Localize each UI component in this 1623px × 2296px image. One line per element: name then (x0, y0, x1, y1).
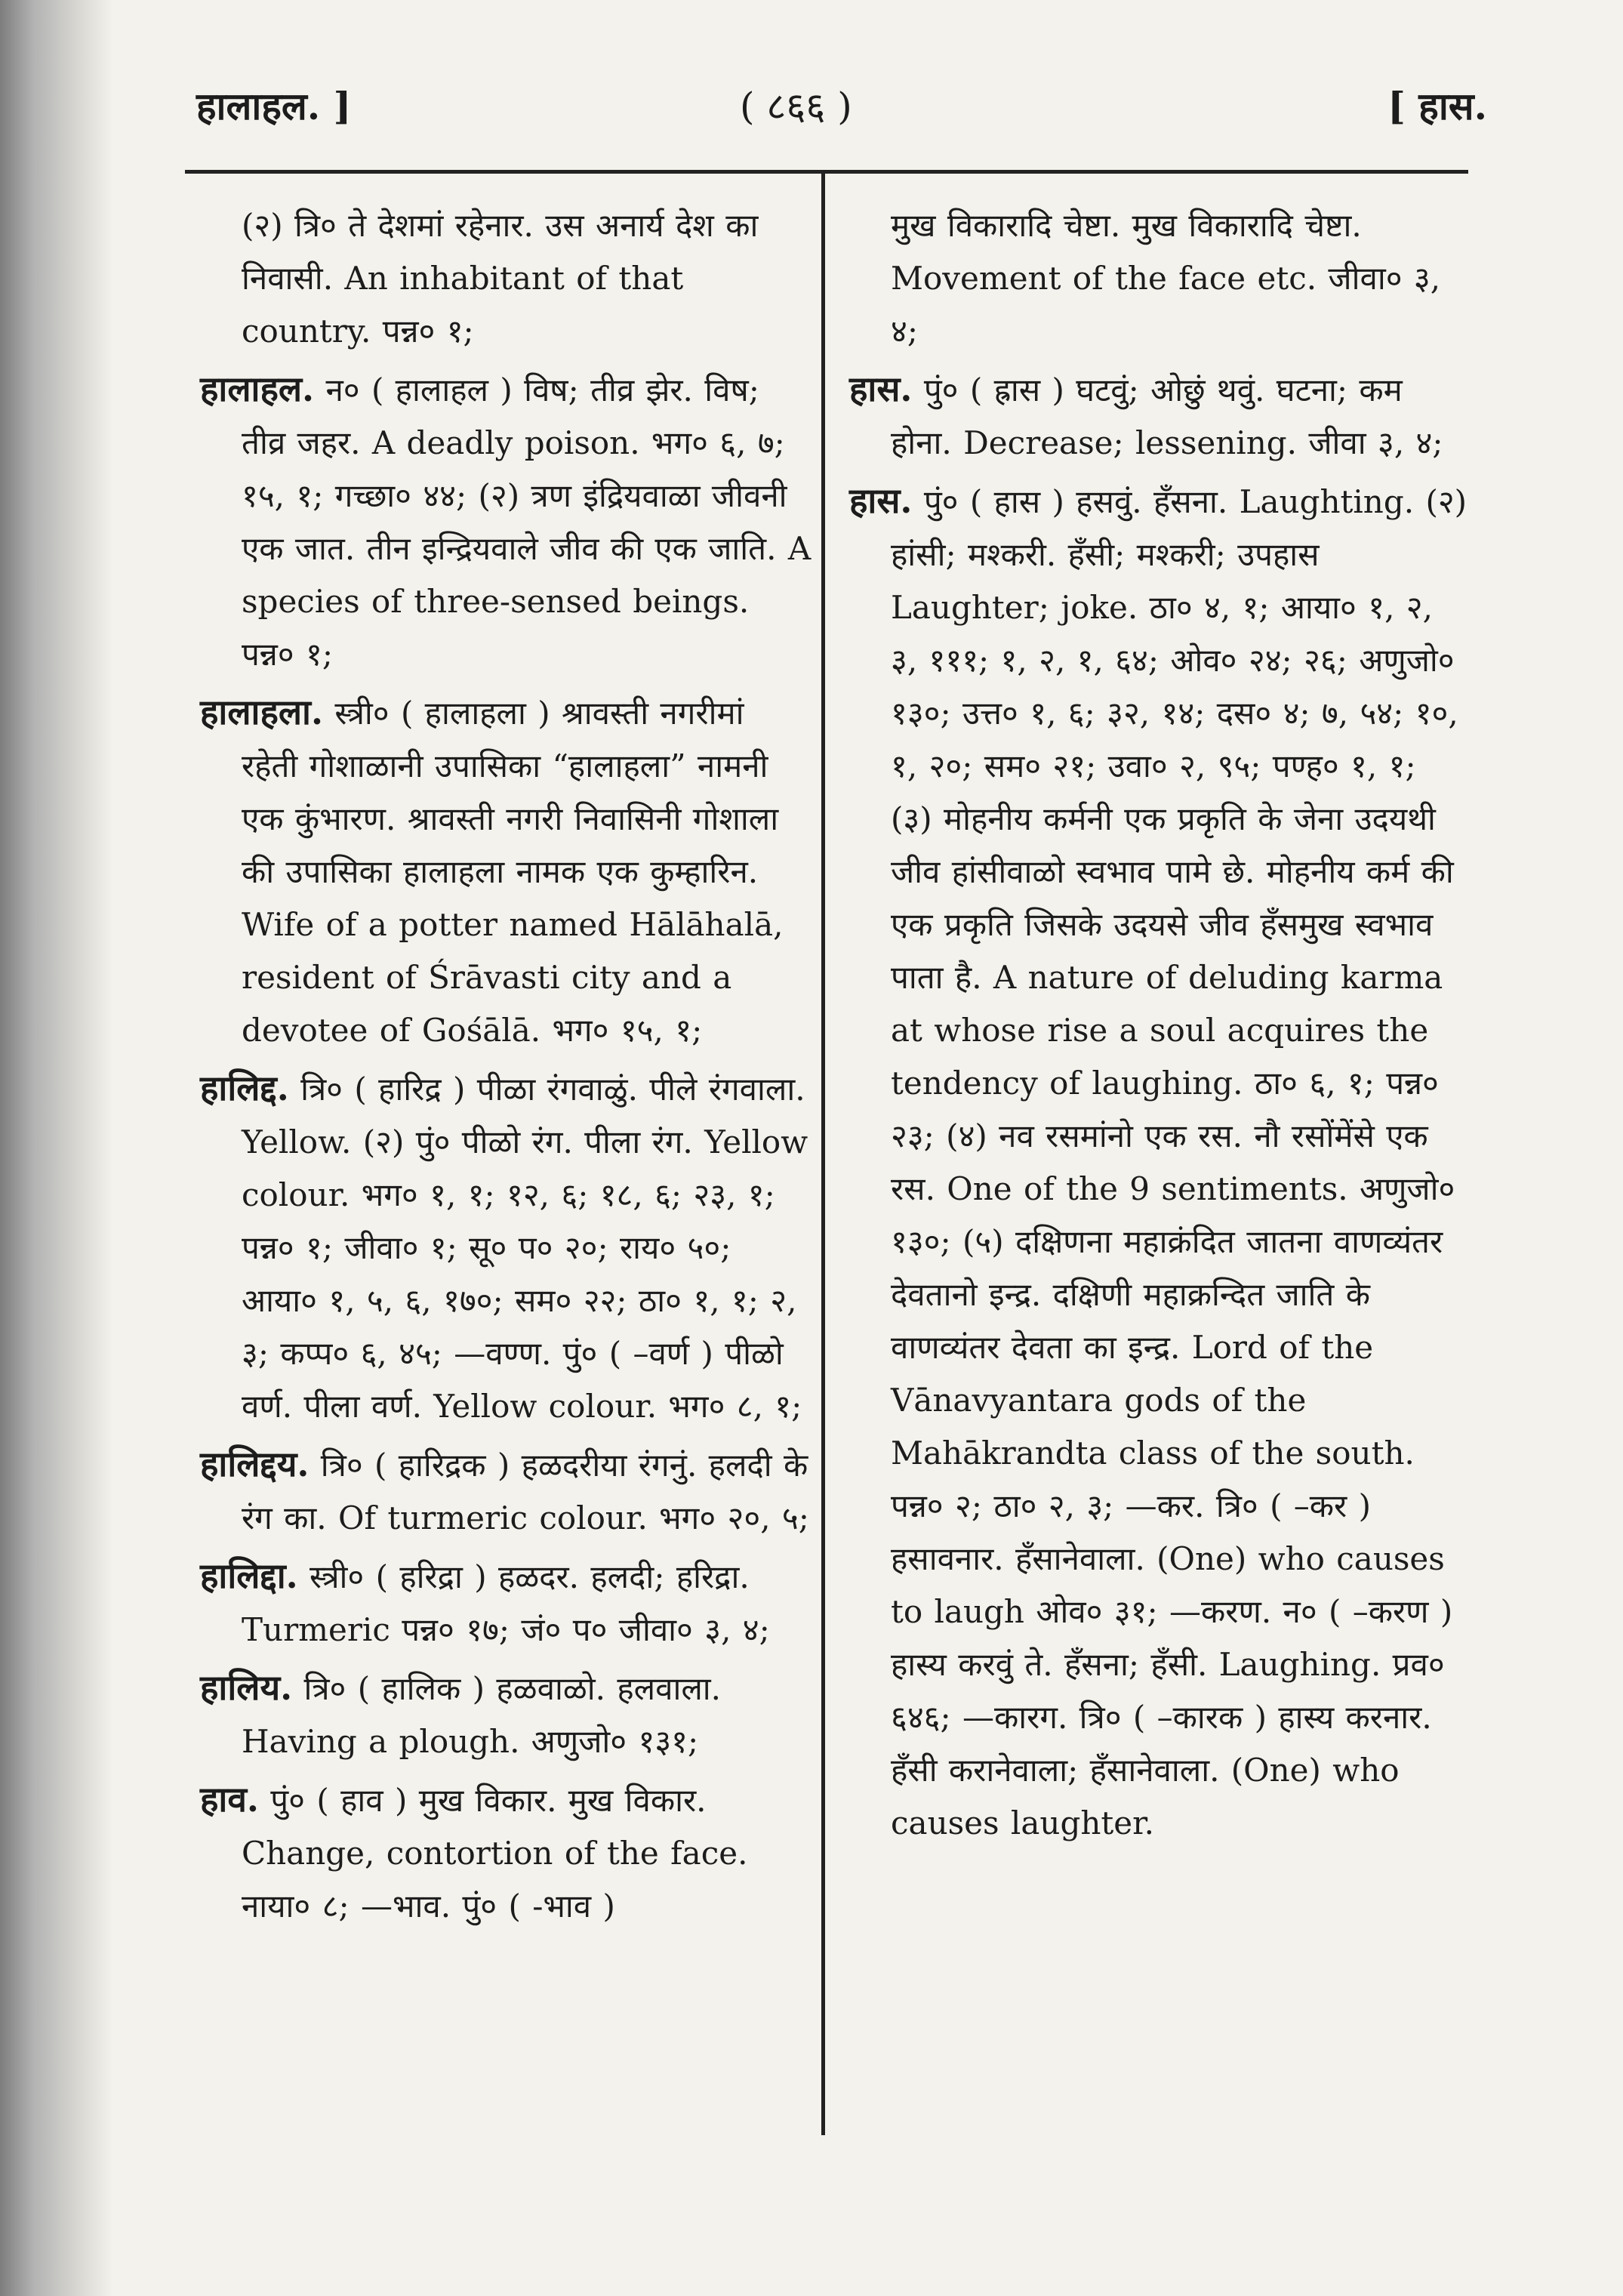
page-binding-shadow (0, 0, 113, 2296)
dictionary-entry (849, 362, 1468, 470)
dictionary-entry (200, 1773, 812, 1933)
header-rule (185, 170, 1468, 174)
entry-headword: हालिद्द. (200, 1068, 289, 1108)
entry-headword: हालिय. (200, 1667, 293, 1708)
dictionary-entry (849, 474, 1468, 1850)
entry-text: मुख विकारादि चेष्टा. मुख विकारादि चेष्टा. Movement of the face etc. जीवा० ३, ४; (891, 207, 1441, 350)
entry-text: न० ( हालाहल ) विष; तीव्र झेर. विष; तीव्र जहर. A deadly poison. भग० ६, ७; १५, १; गच्छा० ४४; (२) त्रण इंद्रियवाळा जीवनी एक जात. तीन इन्द्रियवाले जीव की एक जाति. A species of three-sensed beings. पन्न० १; (242, 371, 812, 673)
dictionary-entry (849, 198, 1468, 358)
entry-headword: हास. (849, 368, 913, 409)
entry-text: (२) त्रि० ते देशमां रहेनार. उस अनार्य देश का निवासी. An inhabitant of that country. पन्न० १; (242, 207, 759, 350)
dictionary-entry (200, 686, 812, 1057)
entry-text: पुं० ( हास ) हसवुं. हँसना. Laughting. (२) हांसी; मश्करी. हँसी; मश्करी; उपहास Laughter; joke. ठा० ४, १; आया० १, २, ३, १११; १, २, १, ६४; ओव० २४; २६; अणुजो० १३०; उत्त० १, ६; ३२, १४; दस० ४; ७, ५४; १०, १, २०; सम० २१; उवा० २, ९५; पण्ह० १, १; (३) मोहनीय कर्मनी एक प्रकृति के जेना उदयथी जीव हांसीवाळो स्वभाव पामे छे. मोहनीय कर्म की एक प्रकृति जिसके उदयसे जीव हँसमुख स्वभाव पाता है. A nature of deluding karma at whose rise a soul acquires the tendency of laughing. ठा० ६, १; पन्न० २३; (४) नव रसमांनो एक रस. नौ रसोंमेंसे एक रस. One of the 9 sentiments. अणुजो० १३०; (५) दक्षिणना महाक्रंदित जातना वाणव्यंतर देवतानो इन्द्र. दक्षिणी महाक्रन्दित जाति के वाणव्यंतर देवता का इन्द्र. Lord of the Vānavyantara gods of the Mahākrandta class of the south. पन्न० २; ठा० २, ३; —कर. त्रि० ( –कर ) हसावनार. हँसानेवाला. (One) who causes to laugh ओव० ३१; —करण. न० ( –करण ) हास्य करवुं ते. हँसना; हँसी. Laughing. प्रव० ६४६; —कारग. त्रि० ( –कारक ) हास्य करनार. हँसी करानेवाला; हँसानेवाला. (One) who causes laughter. (891, 483, 1467, 1841)
entry-text: पुं० ( ह्रास ) घटवुं; ओछुं थवुं. घटना; कम होना. Decrease; lessening. जीवा ३, ४; (891, 371, 1443, 461)
column-divider (821, 172, 825, 2135)
right-column (849, 198, 1468, 1854)
dictionary-entry (200, 1062, 812, 1433)
entry-headword: हास. (849, 480, 913, 521)
entry-text: स्त्री० ( हरिद्रा ) हळदर. हलदी; हरिद्रा. Turmeric पन्न० १७; जं० प० जीवा० ३, ४; (242, 1558, 770, 1648)
page-header (196, 79, 1487, 132)
dictionary-entry (200, 362, 812, 681)
entry-text: त्रि० ( हालिक ) हळवाळो. हलवाला. Having a plough. अणुजो० १३१; (242, 1670, 722, 1760)
entry-headword: हालाहल. (200, 368, 315, 409)
entry-text: स्त्री० ( हालाहला ) श्रावस्ती नगरीमां रहेती गोशाळानी उपासिका “हालाहला” नामनी एक कुंभारण. श्रावस्ती नगरी निवासिनी गोशाला की उपासिका हालाहला नामक एक कुम्हारिन. Wife of a potter named Hālāhalā, resident of Śrāvasti city and a devotee of Gośālā. भग० १५, १; (242, 695, 784, 1049)
entry-headword: हालिद्दा. (200, 1555, 298, 1596)
dictionary-entry (200, 1661, 812, 1768)
entry-text: त्रि० ( हारिद्र ) पीळा रंगवाळुं. पीले रंगवाला. Yellow. (२) पुं० पीळो रंग. पीला रंग. Yellow colour. भग० १, १; १२, ६; १८, ६; २३, १; पन्न० १; जीवा० १; सू० प० २०; राय० ५०; आया० १, ५, ६, १७०; सम० २२; ठा० १, १; २, ३; कप्प० ६, ४५; —वण्ण. पुं० ( –वर्ण ) पीळो वर्ण. पीला वर्ण. Yellow colour. भग० ८, १; (242, 1071, 808, 1425)
header-left-headword: हालाहल. ] (196, 84, 352, 128)
dictionary-entry (200, 198, 812, 358)
dictionary-entry (200, 1549, 812, 1657)
page-number: ( ८६६ ) (740, 85, 852, 128)
left-column (200, 198, 812, 1937)
dictionary-entry (200, 1438, 812, 1545)
entry-text: पुं० ( हाव ) मुख विकार. मुख विकार. Change, contortion of the face. नाया० ८; —भाव. पुं० ( -भाव ) (242, 1782, 748, 1925)
entry-headword: हालिद्दय. (200, 1444, 310, 1484)
header-right-headword: [ हास. (1387, 84, 1487, 128)
entry-text: त्रि० ( हारिद्रक ) हळदरीया रंगनुं. हलदी के रंग का. Of turmeric colour. भग० २०, ५; (242, 1447, 809, 1536)
entry-headword: हाव. (200, 1779, 259, 1820)
entry-headword: हालाहला. (200, 692, 323, 732)
